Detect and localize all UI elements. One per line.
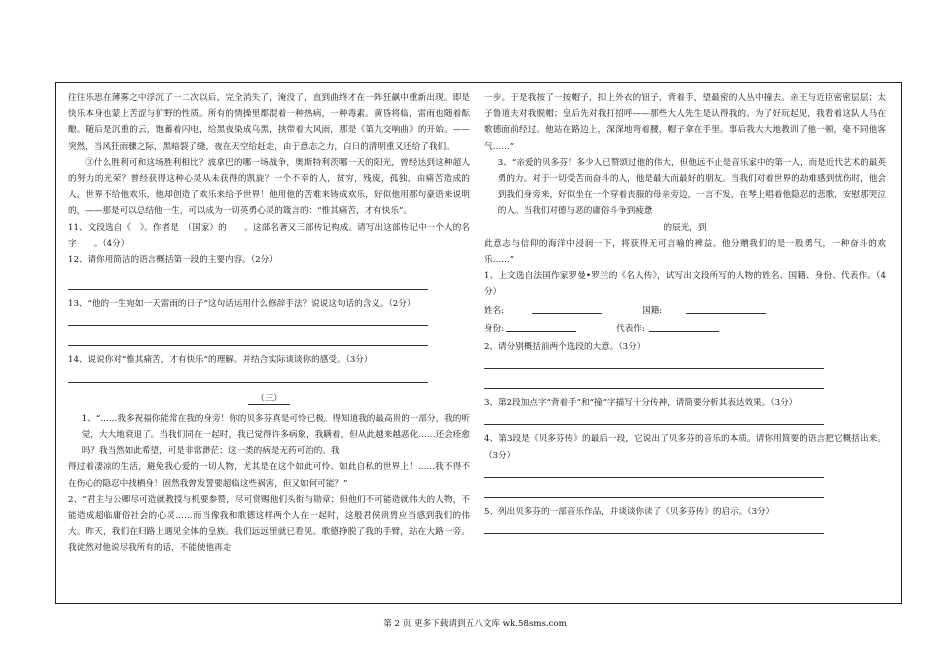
works-label: 代表作: [616, 323, 645, 334]
answer-line[interactable] [484, 520, 824, 534]
right-question-4: 4、第3段是《贝多芬传》的最后一段，它说出了贝多芬的音乐的本质。请你用简要的语言把它概括出来。（3分） [484, 434, 886, 461]
answer-line[interactable] [484, 411, 824, 425]
right-question-1: 1、上文选自法国作家罗曼•罗兰的《名人传》，试写出文段所写的人物的姓名、国籍、身份、代表作。（4分） [484, 271, 886, 298]
identity-works-row [484, 321, 886, 337]
question-11: 11、文段选自《 》。作者是 （国家）的 。这部名著又三部传记构成。请写出这部传记中一个人的名字 。（4分） [68, 222, 470, 249]
page-footer: 第 2 页 更多下载请到五八文库 wk.58sms.com [383, 619, 567, 629]
identity-label: 身份: [484, 323, 505, 334]
section-title: （三） [68, 391, 470, 407]
answer-line[interactable] [68, 369, 428, 383]
passage-paragraph-3: ③什么胜利可和这场胜利相比？波拿巴的哪一场战争，奥斯特利茨哪一天的阳光，曾经达到这种超人的努力的光荣？曾经获得这种心灵从未获得的凯旋？一个不幸的人，贫穷，残废，孤独，由痛苦造成的人，世界不给他欢乐，他却创造了欢乐来给予世界！他用他的苦难来铸成欢乐，好似他用那句豪语来说明的，——那是可以总结他一生，可以成为一切英勇心灵的箴言的：“惟其痛苦，才有快乐”。 [68, 157, 470, 217]
right-column [484, 90, 886, 540]
excerpt-2: 2、“君主与公卿尽可造就教授与机要参赞，尽可赏赐他们头衔与勋章；但他们不可能造就伟大的人物，不能造成超临庸俗社会的心灵……而当像我和歌德这样两个人在一起时，这般君侯贵胄应当感到我们的伟大。昨天，我们在归路上遇见全体的皇族。我们远远里就已看见。歌德挣脱了我的手臂，站在大路一旁。我徒然对他说尽我所有的话，不能使他再走 [68, 494, 470, 554]
right-question-3: 3、第2段加点字“背着手”和“撞”字描写十分传神，请简要分析其表达效果。（3分） [484, 398, 798, 409]
right-question-5: 5、列出贝多芬的一部音乐作品，并谈谈你读了《贝多芬传》的启示。（3分） [484, 506, 775, 517]
excerpt-2-continued: 一步。于是我按了一按帽子，扣上外衣的钮子，背着手，望最密的人丛中撞去。亲王与近臣密密层层；太子鲁道夫对我脱帽；皇后先对我打招呼——那些大人先生是认得我的。为了好玩起见，我看着这队人马在歌德面前经过。他站在路边上，深深地弯着腰，帽子拿在手里。事后我大大地教训了他一顿，毫不同他客气……” [484, 93, 886, 152]
name-input[interactable] [532, 303, 602, 314]
excerpt-1-continued: 得过着凄凉的生活，避免我心爱的一切人物，尤其是在这个如此可怜、如此自私的世界上！……我不得不在伤心的隐忍中找栖身！固然我曾发誓要超临这些祸害，但又如何可能？” [68, 462, 470, 489]
excerpt-3-end: 此意志与信仰的海洋中浸润一下，将获得无可言喻的裨益。他分赠我们的是一股勇气，一种奋斗的欢乐……” [484, 238, 886, 266]
answer-line[interactable] [484, 484, 824, 498]
question-13: 13、“他的一生宛如一天雷雨的日子”这句话运用什么修辞手法？说说这句话的含义。（2分） [68, 299, 416, 310]
left-column [68, 90, 470, 557]
excerpt-1: 1、“……我多祝福你能常在我的身旁！你的贝多芬真是可怜已极。得知道我的最高贵的一部分，我的听觉，大大地衰退了。当我们同在一起时，我已觉得许多病象，我瞒着，但从此越来越恶化……还会痊愈吗？我当然如此希望，可是非常渺茫；这一类的病是无药可治的。我 [81, 413, 470, 457]
answer-line[interactable] [68, 276, 428, 290]
nationality-label: 国籍: [642, 305, 663, 316]
question-12: 12、请你用简洁的语言概括第一段的主要内容。（2分） [68, 255, 278, 266]
works-input[interactable] [649, 321, 719, 332]
right-question-2: 2、请分别概括前两个选段的大意。（3分） [484, 342, 646, 353]
excerpt-3-line: 的辰光，到 [663, 222, 707, 233]
passage-paragraph-1: 往往乐思在薄雾之中浮沉了一二次以后，完全消失了，淹没了，直到曲终才在一阵狂飙中重新出现。即是快乐本身也蒙上苦涩与犷野的性质。所有的情操里都混着一种热病，一种毒素。黄昏将临，雷雨也随着酝酿。随后是沉重的云，饱蓄着闪电，给黑夜染成乌黑，挟带着大风雨，那是《第九交响曲》的开始。——突然，当风狂雨骤之际，黑暗裂了缝，夜在天空给赶走，由于意志之力，白日的清明重又还给了我们。 [68, 93, 470, 152]
nationality-input[interactable] [686, 303, 766, 314]
answer-line[interactable] [68, 312, 428, 326]
answer-line[interactable] [484, 464, 824, 478]
answer-line[interactable] [484, 355, 824, 369]
name-nationality-row [484, 303, 886, 319]
answer-line[interactable] [68, 332, 428, 346]
excerpt-3: 3、“亲爱的贝多芬！多少人已赞颂过他的伟大，但他远不止是音乐家中的第一人，而是近代艺术的最英勇的力。对于一切受苦而奋斗的人，他是最大而最好的朋友。当我们对着世界的劫难感到忧伤时，他会到我们身旁来，好似坐在一个穿着丧服的母亲旁边，一言不发，在琴上唱着他隐忍的悲歌，安慰那哭泣的人。当我们对德与恶的庸俗斗争到疲惫 [497, 157, 886, 217]
identity-input[interactable] [506, 321, 576, 332]
name-label: 姓名: [484, 305, 505, 316]
question-14: 14、说说你对“惟其痛苦，才有快乐”的理解。并结合实际谈谈你的感受。（3分） [68, 355, 373, 366]
answer-line[interactable] [484, 375, 824, 389]
